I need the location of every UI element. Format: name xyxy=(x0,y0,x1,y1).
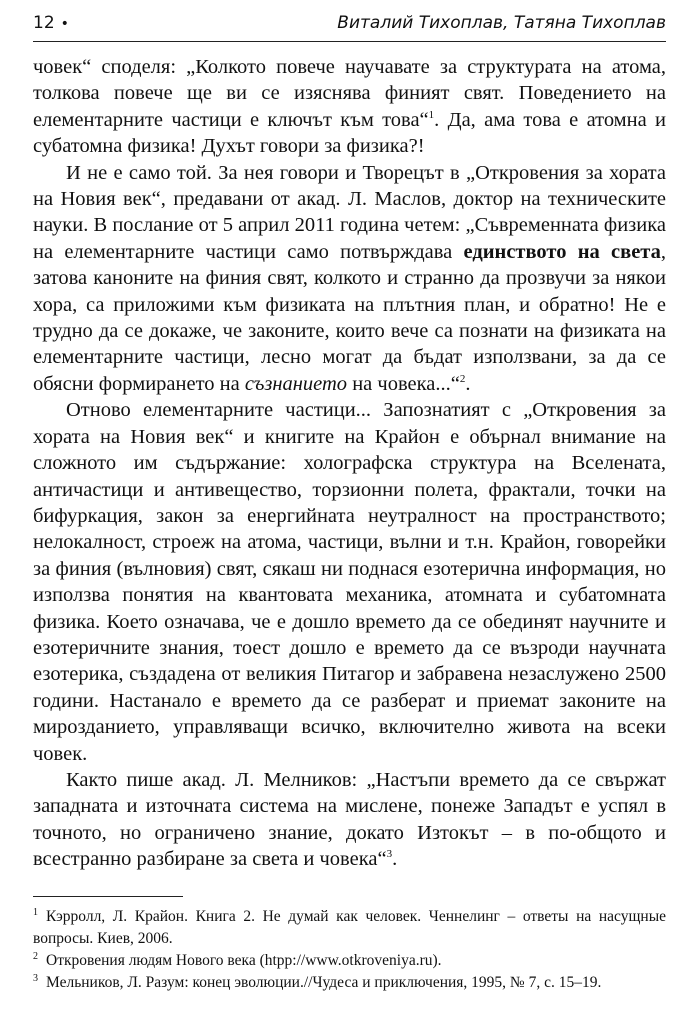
running-head-authors: Виталий Тихоплав, Татяна Тихоплав xyxy=(337,13,666,33)
page-number: 12 • xyxy=(33,13,69,33)
footnote-3: $^3$ Мельников, Л. Разум: конец эволюции.//Чудеса и приключения, 1995, № 7, с. 15–19. xyxy=(33,972,602,991)
footnote-2: $^2$ Откровения людям Нового века (htpp://www.otkroveniya.ru). xyxy=(33,950,442,969)
footnote-rule xyxy=(33,896,183,897)
footnote-ref-1: 1 xyxy=(428,108,435,121)
running-head xyxy=(33,10,666,42)
paragraph-2: И не е само той. За нея говори и Творецът в „Откровения за хората на Новия век“, предавани от акад. Л. Маслов, доктор на техническите науки. В послание от 5 април 2011 година четем: „Съвременната физика на елементарните частици само потвърждава единството на света, затова каноните на финия свят, колкото и странно да прозвучи за някои хора, са приложими към физиката на плътния план, и обратно! Не е трудно да се докаже, че законите, които вече са познати на физиката на елементарните частици, лесно могат да бъдат използвани, за да се обясни формирането на съзнанието на човека...“$^2$. xyxy=(33,161,666,395)
header-rule xyxy=(33,41,666,42)
page-number-separator: • xyxy=(60,16,69,32)
italic-word: съзнанието xyxy=(244,372,348,395)
footnotes xyxy=(33,906,666,994)
body-text xyxy=(33,54,666,873)
bold-phrase: единството на света xyxy=(463,240,661,263)
paragraph-4: Както пише акад. Л. Мелников: „Настъпи времето да се свържат западната и източната система на мислене, понеже Западът е успял в точното, но ограничено знание, докато Изтокът – в по-общото и всестранно разбиране за света и човека“$^3$. xyxy=(33,768,666,871)
footnote-ref-3: 3 xyxy=(386,848,393,861)
paragraph-3: Отново елементарните частици... Запознатият с „Откровения за хората на Новия век“ и книгите на Крайон е обърнал внимание на сложното им съдържание: холографска структура на Вселената, античастици и антивещество, торзионни полета, фрактали, точки на бифуркация, закон за енергийната неутралност на пространството; нелокалност, строеж на атома, частици, вълни и т.н. Крайон, говорейки за финия (вълновия) свят, сякаш ни поднася езотерична информация, но използва понятия на квантовата механика, атомната и субатомната физика. Което означава, че е дошло времето да се обединят научните и езотеричните знания, тоест дошло е времето да се възроди научната езотерика, създадена от великия Питагор и забравена незаслужено 2500 години. Настанало е времето да се разберат и приемат законите на мирозданието, управляващи всичко, включително живота на всеки човек. xyxy=(33,399,666,765)
footnote-1: $^1$ Кэрролл, Л. Крайон. Книга 2. Не думай как человек. Ченнелинг – ответы на насущные вопросы. Киев, 2006. xyxy=(33,906,666,947)
paragraph-1: човек“ споделя: „Колкото повече научавате за структурата на атома, толкова повече ще ви се изяснява финият свят. Поведението на елементарните частици е ключът към това“$^1$. Да, ама това е атомна и субатомна физика! Духът говори за физика?! xyxy=(33,56,666,158)
footnote-ref-2: 2 xyxy=(459,373,466,386)
